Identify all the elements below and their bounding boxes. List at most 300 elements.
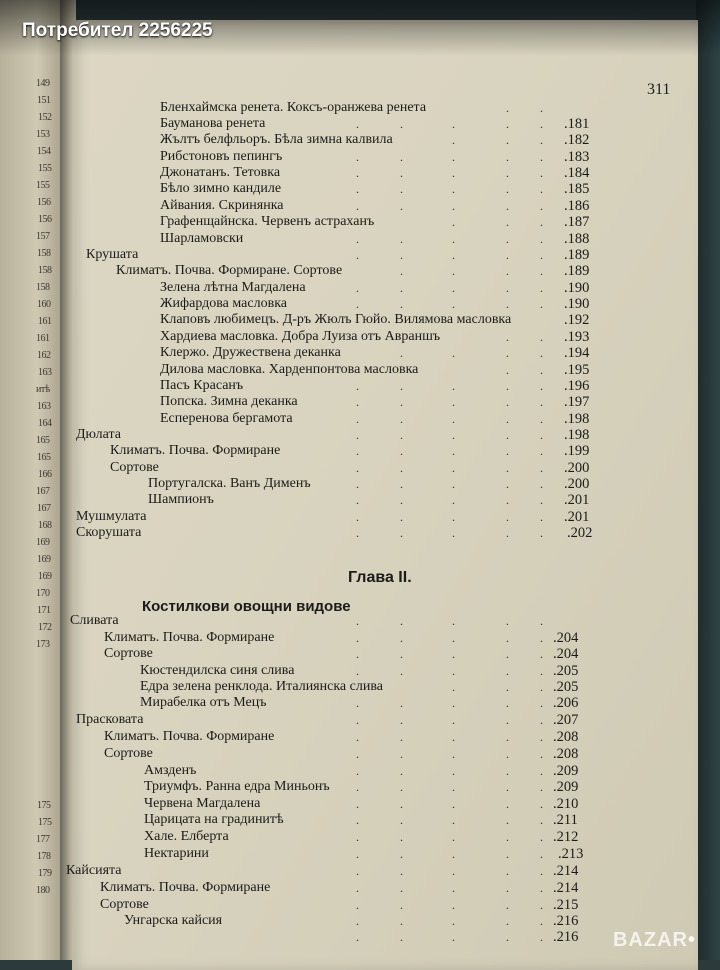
leader-dot: . [452, 930, 455, 944]
toc-entry-page: .192 [564, 312, 590, 328]
leader-dot: . [356, 696, 359, 710]
leader-dot: . [400, 647, 403, 661]
toc-entry-page: .209 [553, 779, 579, 795]
toc-entry-title: Бѣло зимно кандиле [160, 181, 282, 196]
leader-dot: . [540, 199, 543, 213]
leader-dot: . [400, 379, 403, 393]
leader-dot: . [540, 510, 543, 524]
leader-dot: . [506, 680, 509, 694]
toc-entry-page: .214 [553, 880, 579, 896]
leader-dot: . [356, 647, 359, 661]
leader-dot: . [400, 248, 403, 262]
leader-dot: . [506, 730, 509, 744]
leader-dot: . [400, 881, 403, 895]
left-margin-number: 167 [36, 486, 50, 497]
leader-dot: . [356, 182, 359, 196]
leader-dot: . [540, 182, 543, 196]
leader-dot: . [540, 914, 543, 928]
left-margin-number: 155 [36, 180, 50, 191]
leader-dot: . [400, 830, 403, 844]
leader-dot: . [506, 881, 509, 895]
left-margin-number: 149 [36, 78, 50, 89]
leader-dot: . [400, 232, 403, 246]
leader-dot: . [506, 614, 509, 628]
leader-dot: . [540, 730, 543, 744]
leader-dot: . [400, 477, 403, 491]
leader-dot: . [540, 747, 543, 761]
leader-dot: . [356, 412, 359, 426]
toc-entry-title: Шампионъ [148, 492, 214, 507]
leader-dot: . [506, 232, 509, 246]
leader-dot: . [400, 117, 403, 131]
toc-entry-title: Португалска. Ванъ Дименъ [148, 476, 311, 491]
left-margin-number: 168 [38, 520, 52, 531]
leader-dot: . [356, 713, 359, 727]
leader-dot: . [400, 930, 403, 944]
toc-entry-title: Червена Магдалена [144, 796, 261, 811]
toc-entry-title: Скорушата [76, 525, 142, 540]
leader-dot: . [540, 379, 543, 393]
toc-entry-page: .193 [564, 329, 590, 345]
leader-dot: . [506, 379, 509, 393]
leader-dot: . [356, 797, 359, 811]
left-margin-number: 163 [37, 401, 51, 412]
toc-entry-title: Айвания. Скринянка [160, 198, 284, 213]
leader-dot: . [452, 281, 455, 295]
leader-dot: . [506, 330, 509, 344]
leader-dot: . [452, 764, 455, 778]
book-cover-edge [696, 0, 720, 960]
leader-dot: . [540, 830, 543, 844]
leader-dot: . [356, 764, 359, 778]
leader-dot: . [452, 133, 455, 147]
leader-dot: . [540, 898, 543, 912]
leader-dot: . [400, 297, 403, 311]
toc-entry-title: Пасъ Красанъ [160, 378, 244, 393]
left-margin-number: 180 [36, 885, 50, 896]
leader-dot: . [506, 813, 509, 827]
toc-entry-page: .181 [564, 116, 590, 132]
toc-entry-page: .189 [564, 263, 590, 279]
leader-dot: . [540, 215, 543, 229]
left-margin-number: 163 [38, 367, 52, 378]
leader-dot: . [452, 166, 455, 180]
toc-entry-title: Хардиева масловка. Добра Луиза отъ Авраншъ [160, 329, 441, 344]
leader-dot: . [356, 297, 359, 311]
left-margin-number: 153 [36, 129, 50, 140]
left-margin-number: 162 [37, 350, 51, 361]
toc-entry-page: .216 [553, 929, 579, 945]
book-page [66, 20, 698, 970]
left-margin-number: 156 [37, 197, 51, 208]
left-margin-number: 175 [37, 800, 51, 811]
leader-dot: . [540, 297, 543, 311]
leader-dot: . [400, 166, 403, 180]
leader-dot: . [506, 713, 509, 727]
toc-entry-title: Бауманова ренета [160, 116, 266, 131]
toc-entry-title: Есперенова бергамота [160, 411, 293, 426]
leader-dot: . [506, 346, 509, 360]
leader-dot: . [356, 930, 359, 944]
toc-entry-title: Крушата [86, 247, 139, 262]
leader-dot: . [452, 614, 455, 628]
leader-dot: . [356, 914, 359, 928]
left-margin-number: 161 [36, 333, 50, 344]
leader-dot: . [400, 428, 403, 442]
leader-dot: . [400, 797, 403, 811]
leader-dot: . [506, 363, 509, 377]
leader-dot: . [506, 395, 509, 409]
toc-entry-title: Климатъ. Почва. Формиране [110, 443, 281, 458]
toc-entry-title: Амзденъ [144, 763, 197, 778]
left-margin-number: 169 [36, 537, 50, 548]
toc-entry-title: Зелена лѣтна Магдалена [160, 280, 306, 295]
leader-dot: . [506, 830, 509, 844]
leader-dot: . [400, 199, 403, 213]
leader-dot: . [540, 764, 543, 778]
leader-dot: . [506, 797, 509, 811]
leader-dot: . [452, 647, 455, 661]
leader-dot: . [540, 117, 543, 131]
leader-dot: . [506, 780, 509, 794]
leader-dot: . [452, 461, 455, 475]
leader-dot: . [356, 493, 359, 507]
leader-dot: . [540, 412, 543, 426]
leader-dot: . [506, 461, 509, 475]
toc-entry-page: .212 [553, 829, 579, 845]
leader-dot: . [452, 297, 455, 311]
leader-dot: . [506, 182, 509, 196]
left-margin-number: 170 [36, 588, 50, 599]
leader-dot: . [356, 166, 359, 180]
leader-dot: . [506, 150, 509, 164]
leader-dot: . [540, 477, 543, 491]
leader-dot: . [356, 510, 359, 524]
leader-dot: . [400, 813, 403, 827]
left-margin-number: 173 [36, 639, 50, 650]
toc-entry-title: Сортове [110, 460, 159, 475]
toc-entry-title: Хале. Елберта [144, 829, 229, 844]
leader-dot: . [400, 510, 403, 524]
toc-entry-title: Бленхаймска ренета. Коксъ-оранжева ренета [160, 100, 427, 115]
leader-dot: . [540, 264, 543, 278]
leader-dot: . [452, 664, 455, 678]
toc-entry-page: .183 [564, 149, 590, 165]
leader-dot: . [356, 730, 359, 744]
leader-dot: . [540, 232, 543, 246]
leader-dot: . [506, 264, 509, 278]
toc-entry-page: .185 [564, 181, 590, 197]
leader-dot: . [400, 395, 403, 409]
leader-dot: . [540, 614, 543, 628]
leader-dot: . [356, 477, 359, 491]
leader-dot: . [356, 248, 359, 262]
leader-dot: . [452, 493, 455, 507]
leader-dot: . [452, 232, 455, 246]
leader-dot: . [452, 898, 455, 912]
leader-dot: . [356, 898, 359, 912]
left-margin-number: 160 [37, 299, 51, 310]
toc-entry-page: .205 [553, 663, 579, 679]
leader-dot: . [506, 930, 509, 944]
leader-dot: . [506, 914, 509, 928]
leader-dot: . [400, 914, 403, 928]
leader-dot: . [506, 101, 509, 115]
leader-dot: . [400, 747, 403, 761]
toc-entry-title: Климатъ. Почва. Формиране [100, 880, 271, 895]
toc-entry-title: Жифардова масловка [160, 296, 287, 311]
leader-dot: . [506, 510, 509, 524]
user-label[interactable]: Потребител 2256225 [22, 20, 213, 41]
leader-dot: . [452, 150, 455, 164]
leader-dot: . [540, 881, 543, 895]
leader-dot: . [452, 747, 455, 761]
leader-dot: . [400, 182, 403, 196]
toc-entry-title: Сортове [104, 746, 153, 761]
leader-dot: . [356, 526, 359, 540]
toc-entry-title: Рибстоновъ пепингъ [160, 149, 283, 164]
leader-dot: . [540, 248, 543, 262]
left-margin-number: 178 [37, 851, 51, 862]
toc-entry-page: .204 [553, 646, 579, 662]
leader-dot: . [506, 412, 509, 426]
toc-entry-title: Климатъ. Почва. Формиране [104, 630, 275, 645]
leader-dot: . [452, 730, 455, 744]
leader-dot: . [540, 847, 543, 861]
toc-entry-page: .207 [553, 712, 579, 728]
toc-entry-title: Кайсията [66, 863, 122, 878]
leader-dot: . [452, 847, 455, 861]
left-margin-number: 154 [37, 146, 51, 157]
toc-entry-page: .202 [567, 525, 593, 541]
leader-dot: . [400, 713, 403, 727]
toc-entry-page: .182 [564, 132, 590, 148]
left-margin-number: 161 [38, 316, 52, 327]
leader-dot: . [540, 444, 543, 458]
toc-entry-title: Сортове [104, 646, 153, 661]
toc-entry-title: Климатъ. Почва. Формиране [104, 729, 275, 744]
leader-dot: . [400, 444, 403, 458]
overlay-header [0, 0, 720, 56]
leader-dot: . [400, 412, 403, 426]
toc-entry-page: .201 [564, 492, 590, 508]
leader-dot: . [540, 281, 543, 295]
toc-entry-title: Дилова масловка. Харденпонтова масловка [160, 362, 419, 377]
leader-dot: . [452, 444, 455, 458]
leader-dot: . [400, 730, 403, 744]
leader-dot: . [540, 864, 543, 878]
leader-dot: . [452, 631, 455, 645]
leader-dot: . [540, 395, 543, 409]
leader-dot: . [452, 264, 455, 278]
leader-dot: . [540, 664, 543, 678]
left-margin-number: 171 [37, 605, 51, 616]
leader-dot: . [400, 346, 403, 360]
leader-dot: . [356, 664, 359, 678]
toc-entry-page: .197 [564, 394, 590, 410]
leader-dot: . [452, 379, 455, 393]
toc-entry-page: .194 [564, 345, 590, 361]
left-margin-number: 164 [38, 418, 52, 429]
leader-dot: . [506, 631, 509, 645]
leader-dot: . [400, 614, 403, 628]
leader-dot: . [400, 526, 403, 540]
watermark-dot: • [687, 929, 696, 951]
left-margin-number: 169 [37, 554, 51, 565]
leader-dot: . [452, 526, 455, 540]
leader-dot: . [540, 101, 543, 115]
leader-dot: . [356, 444, 359, 458]
toc-entry-page: .213 [558, 846, 584, 862]
left-margin-number: 167 [37, 503, 51, 514]
leader-dot: . [400, 150, 403, 164]
leader-dot: . [356, 199, 359, 213]
leader-dot: . [540, 346, 543, 360]
left-margin-number: 175 [38, 817, 52, 828]
leader-dot: . [452, 914, 455, 928]
leader-dot: . [452, 477, 455, 491]
leader-dot: . [400, 264, 403, 278]
leader-dot: . [452, 680, 455, 694]
toc-entry-title: Попска. Зимна деканка [160, 394, 298, 409]
leader-dot: . [400, 461, 403, 475]
toc-entry-title: Царицата на градинитѣ [144, 812, 284, 827]
toc-entry-page: .200 [564, 460, 590, 476]
leader-dot: . [540, 493, 543, 507]
leader-dot: . [506, 664, 509, 678]
left-margin-number: 172 [38, 622, 52, 633]
leader-dot: . [356, 379, 359, 393]
left-margin-number: 166 [38, 469, 52, 480]
toc-entry-page: .208 [553, 746, 579, 762]
leader-dot: . [356, 614, 359, 628]
toc-entry-page: .198 [564, 411, 590, 427]
toc-entry-title: Клержо. Дружествена деканка [160, 345, 341, 360]
left-margin-number: 152 [38, 112, 52, 123]
left-margin-number: 179 [38, 868, 52, 879]
left-margin-number: 157 [36, 231, 50, 242]
left-page-edge [0, 0, 62, 960]
toc-entry-page: .200 [564, 476, 590, 492]
leader-dot: . [540, 813, 543, 827]
leader-dot: . [356, 631, 359, 645]
leader-dot: . [356, 281, 359, 295]
leader-dot: . [506, 215, 509, 229]
toc-entry-title: Джонатанъ. Тетовка [160, 165, 281, 180]
toc-entry-title: Дюлата [76, 427, 122, 442]
leader-dot: . [452, 182, 455, 196]
leader-dot: . [356, 150, 359, 164]
leader-dot: . [356, 847, 359, 861]
leader-dot: . [356, 780, 359, 794]
left-margin-number: 155 [38, 163, 52, 174]
left-margin-number: 169 [38, 571, 52, 582]
toc-entry-title: Триумфъ. Ранна едра Миньонъ [144, 779, 330, 794]
left-margin-number: 165 [37, 452, 51, 463]
leader-dot: . [540, 428, 543, 442]
leader-dot: . [506, 764, 509, 778]
toc-entry-title: Унгарска кайсия [124, 913, 223, 928]
leader-dot: . [540, 696, 543, 710]
leader-dot: . [506, 898, 509, 912]
toc-entry-title: Графенщайнска. Червенъ астраханъ [160, 214, 375, 229]
leader-dot: . [506, 428, 509, 442]
leader-dot: . [356, 461, 359, 475]
leader-dot: . [400, 764, 403, 778]
section-title: Костилкови овощни видове [142, 598, 351, 615]
leader-dot: . [540, 780, 543, 794]
leader-dot: . [540, 166, 543, 180]
toc-entry-title: Клаповъ любимецъ. Д-ръ Жюлъ Гюйо. Вилямова масловка [160, 312, 512, 327]
toc-entry-title: Шарламовски [160, 231, 244, 246]
leader-dot: . [506, 526, 509, 540]
toc-entry-page: .210 [553, 796, 579, 812]
left-margin-number: 165 [36, 435, 50, 446]
leader-dot: . [452, 864, 455, 878]
leader-dot: . [452, 199, 455, 213]
toc-entry-title: Прасковата [76, 712, 144, 727]
watermark-text: BAZAR [612, 929, 688, 951]
toc-entry-page: .208 [553, 729, 579, 745]
leader-dot: . [540, 647, 543, 661]
leader-dot: . [452, 412, 455, 426]
toc-entry-page: .186 [564, 198, 590, 214]
leader-dot: . [400, 780, 403, 794]
leader-dot: . [506, 647, 509, 661]
leader-dot: . [356, 881, 359, 895]
toc-entry-page: .209 [553, 763, 579, 779]
page-number: 311 [647, 81, 671, 98]
toc-entry-page: .188 [564, 231, 590, 247]
leader-dot: . [400, 631, 403, 645]
leader-dot: . [452, 215, 455, 229]
leader-dot: . [506, 133, 509, 147]
leader-dot: . [356, 232, 359, 246]
toc-entry-title: Кюстендилска синя слива [140, 663, 295, 678]
leader-dot: . [506, 696, 509, 710]
leader-dot: . [452, 248, 455, 262]
leader-dot: . [452, 510, 455, 524]
leader-dot: . [452, 346, 455, 360]
leader-dot: . [400, 696, 403, 710]
leader-dot: . [400, 664, 403, 678]
leader-dot: . [506, 166, 509, 180]
leader-dot: . [356, 830, 359, 844]
left-margin-number: 151 [37, 95, 51, 106]
toc-entry-page: .187 [564, 214, 590, 230]
leader-dot: . [540, 930, 543, 944]
leader-dot: . [540, 133, 543, 147]
toc-entry-title: Климатъ. Почва. Формиране. Сортове [116, 263, 343, 278]
toc-entry-page: .189 [564, 247, 590, 263]
leader-dot: . [506, 248, 509, 262]
left-margin-number: итѣ [36, 384, 50, 395]
leader-dot: . [452, 713, 455, 727]
leader-dot: . [400, 898, 403, 912]
toc-entry-page: .196 [564, 378, 590, 394]
leader-dot: . [452, 830, 455, 844]
left-margin-number: 156 [38, 214, 52, 225]
left-margin-number: 177 [36, 834, 50, 845]
leader-dot: . [540, 713, 543, 727]
toc-entry-page: .199 [564, 443, 590, 459]
leader-dot: . [506, 747, 509, 761]
toc-entry-page: .190 [564, 280, 590, 296]
toc-entry-title: Мирабелка отъ Мецъ [140, 695, 267, 710]
leader-dot: . [400, 281, 403, 295]
leader-dot: . [452, 395, 455, 409]
toc-entry-page: .198 [564, 427, 590, 443]
